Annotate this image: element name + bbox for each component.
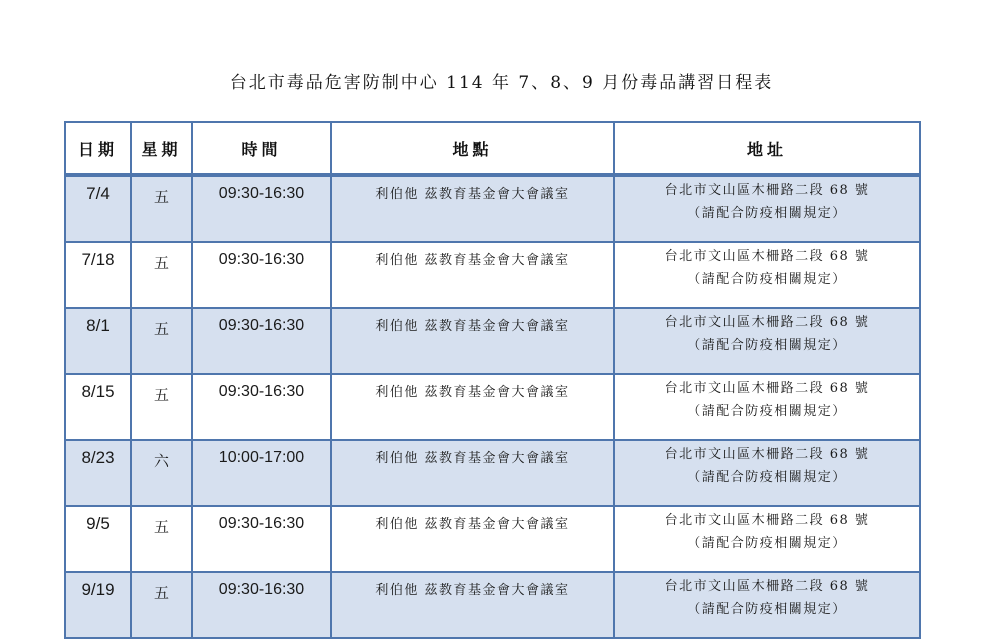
address-text: 台北市文山區木柵路二段 68 號 (664, 513, 870, 528)
cell-address (614, 506, 920, 572)
cell-time: 09:30-16:30 (192, 506, 331, 572)
cell-weekday: 五 (131, 175, 192, 242)
schedule-table (64, 121, 921, 639)
cell-address (614, 308, 920, 374)
cell-weekday: 五 (131, 308, 192, 374)
cell-time: 10:00-17:00 (192, 440, 331, 506)
cell-address (614, 175, 920, 242)
cell-weekday: 五 (131, 242, 192, 308)
address-text: 台北市文山區木柵路二段 68 號 (664, 183, 870, 198)
table-row (65, 506, 920, 572)
page-title: 台北市毒品危害防制中心 114 年 7、8、9 月份毒品講習日程表 (229, 73, 774, 93)
cell-venue: 利伯他 茲教育基金會大會議室 (331, 175, 614, 242)
cell-venue: 利伯他 茲教育基金會大會議室 (331, 308, 614, 374)
cell-weekday: 五 (131, 572, 192, 638)
cell-venue: 利伯他 茲教育基金會大會議室 (331, 242, 614, 308)
cell-address (614, 572, 920, 638)
header-weekday: 星期 (131, 122, 192, 175)
cell-address (614, 242, 920, 308)
cell-weekday: 六 (131, 440, 192, 506)
address-text: 台北市文山區木柵路二段 68 號 (664, 315, 870, 330)
address-text: 台北市文山區木柵路二段 68 號 (664, 579, 870, 594)
cell-venue: 利伯他 茲教育基金會大會議室 (331, 572, 614, 638)
cell-time: 09:30-16:30 (192, 374, 331, 440)
cell-date: 8/15 (65, 374, 131, 440)
address-note: （請配合防疫相關規定） (687, 206, 847, 221)
cell-weekday: 五 (131, 374, 192, 440)
cell-date: 8/1 (65, 308, 131, 374)
table-row (65, 242, 920, 308)
address-note: （請配合防疫相關規定） (687, 470, 847, 485)
cell-address (614, 374, 920, 440)
table-header-row (65, 122, 920, 175)
header-date: 日期 (65, 122, 131, 175)
address-note: （請配合防疫相關規定） (687, 602, 847, 617)
table-row (65, 374, 920, 440)
header-venue: 地點 (331, 122, 614, 175)
address-note: （請配合防疫相關規定） (687, 536, 847, 551)
header-address: 地址 (614, 122, 920, 175)
address-note: （請配合防疫相關規定） (687, 404, 847, 419)
table-row (65, 440, 920, 506)
cell-address (614, 440, 920, 506)
cell-time: 09:30-16:30 (192, 308, 331, 374)
cell-time: 09:30-16:30 (192, 572, 331, 638)
table-row (65, 572, 920, 638)
table-row (65, 308, 920, 374)
cell-time: 09:30-16:30 (192, 242, 331, 308)
address-note: （請配合防疫相關規定） (687, 272, 847, 287)
cell-date: 7/4 (65, 175, 131, 242)
cell-date: 8/23 (65, 440, 131, 506)
cell-venue: 利伯他 茲教育基金會大會議室 (331, 374, 614, 440)
cell-date: 9/5 (65, 506, 131, 572)
address-text: 台北市文山區木柵路二段 68 號 (664, 381, 870, 396)
table-row (65, 175, 920, 242)
cell-weekday: 五 (131, 506, 192, 572)
cell-venue: 利伯他 茲教育基金會大會議室 (331, 506, 614, 572)
address-text: 台北市文山區木柵路二段 68 號 (664, 249, 870, 264)
header-time: 時間 (192, 122, 331, 175)
address-note: （請配合防疫相關規定） (687, 338, 847, 353)
cell-date: 9/19 (65, 572, 131, 638)
cell-time: 09:30-16:30 (192, 175, 331, 242)
cell-venue: 利伯他 茲教育基金會大會議室 (331, 440, 614, 506)
cell-date: 7/18 (65, 242, 131, 308)
address-text: 台北市文山區木柵路二段 68 號 (664, 447, 870, 462)
